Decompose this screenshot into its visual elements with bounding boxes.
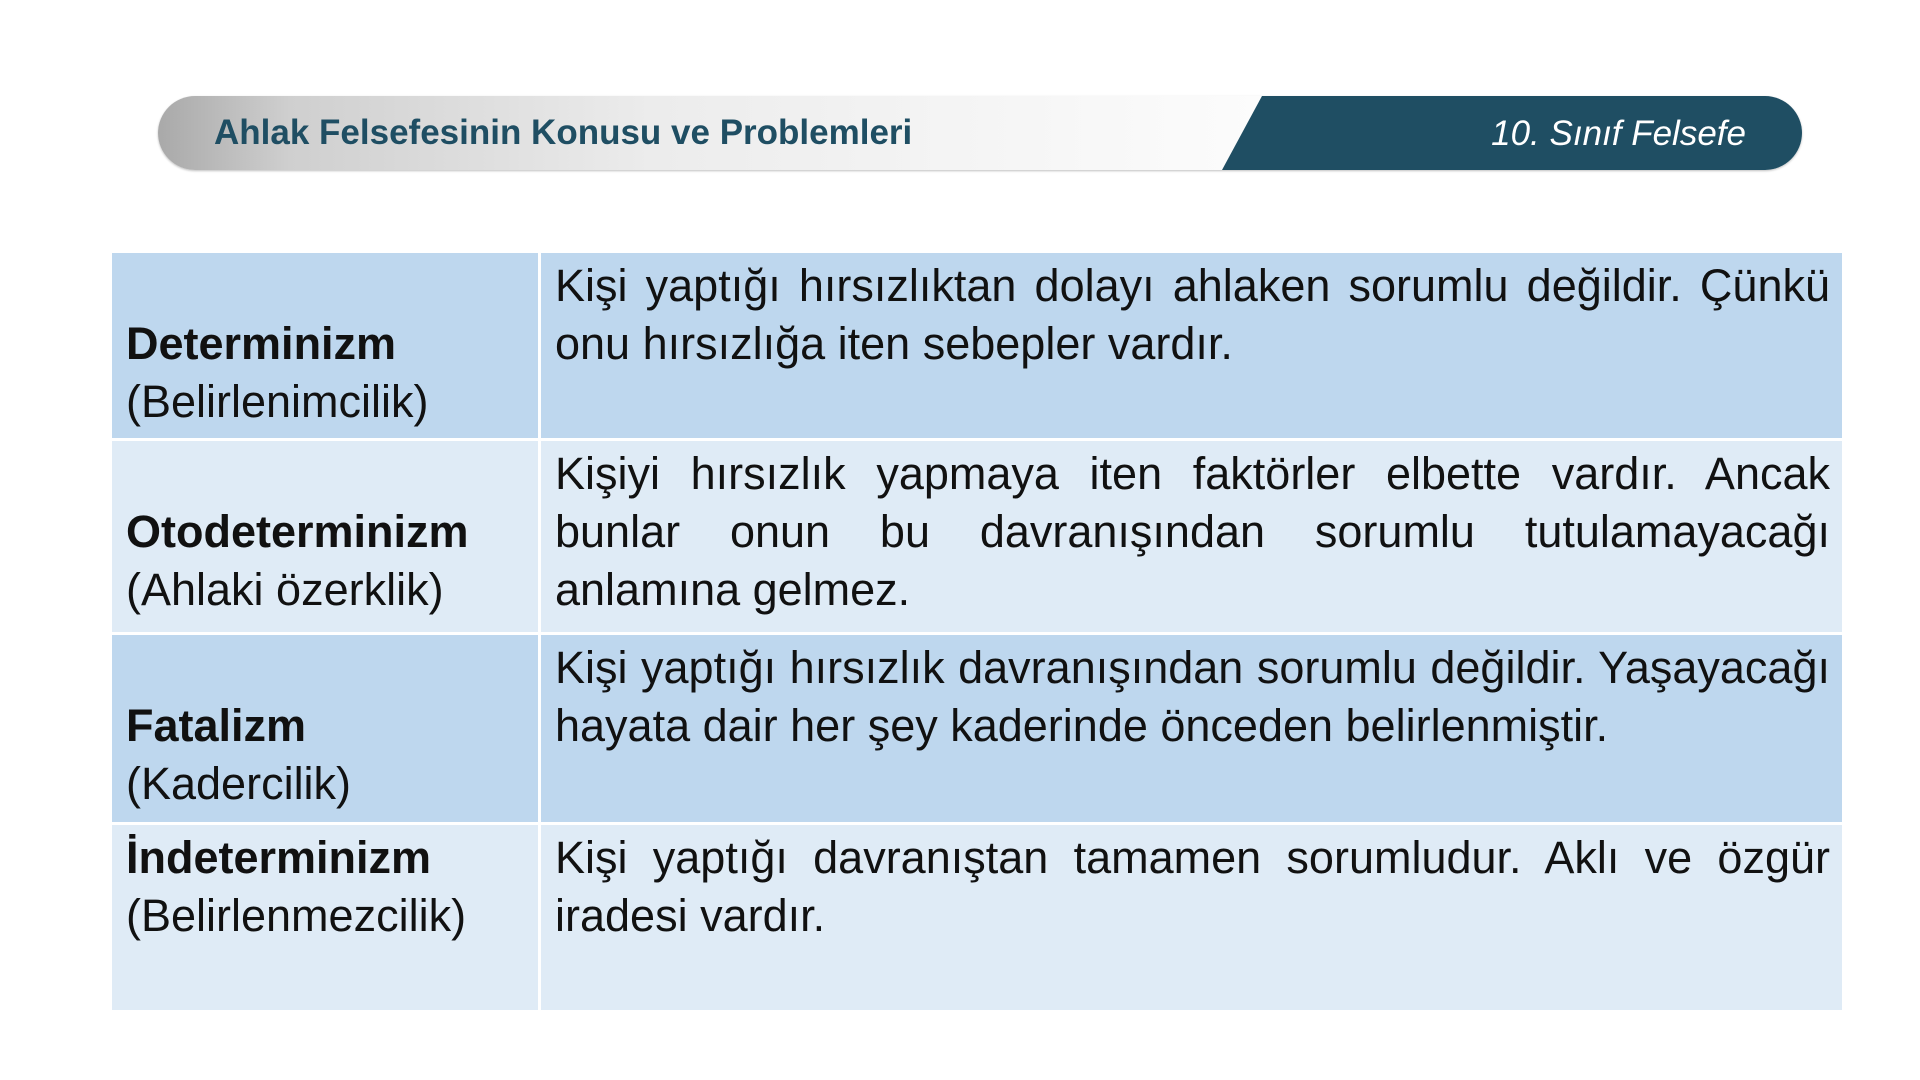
term-alias: (Kadercilik) (126, 758, 352, 809)
term-alias: (Ahlaki özerklik) (126, 564, 444, 615)
description-cell (540, 440, 1844, 634)
description-text: Kişiyi hırsızlık yapmaya iten faktörler elbette vardır. Ancak bunlar onun bu davranışından sorumlu tutulamayacağı anlamına gelmez. (555, 448, 1830, 615)
term-cell (111, 824, 540, 1012)
header-banner (158, 96, 1802, 170)
term-name: Otodeterminizm (126, 506, 469, 557)
term-alias: (Belirlenimcilik) (126, 376, 429, 427)
page-title: Ahlak Felsefesinin Konusu ve Problemleri (214, 113, 913, 152)
course-label: 10. Sınıf Felsefe (1491, 114, 1746, 153)
description-text: Kişi yaptığı davranıştan tamamen sorumludur. Aklı ve özgür iradesi vardır. (555, 832, 1830, 941)
table-row (111, 634, 1844, 824)
term-alias: (Belirlenmezcilik) (126, 890, 467, 941)
description-cell (540, 824, 1844, 1012)
term-cell (111, 252, 540, 440)
description-cell (540, 634, 1844, 824)
term-cell (111, 440, 540, 634)
term-name: Determinizm (126, 318, 397, 369)
table-row (111, 824, 1844, 1012)
term-name: Fatalizm (126, 700, 307, 751)
description-text: Kişi yaptığı hırsızlıktan dolayı ahlaken sorumlu değildir. Çünkü onu hırsızlığa iten sebepler vardır. (555, 260, 1830, 369)
concepts-table (109, 250, 1845, 1013)
table-row (111, 440, 1844, 634)
term-name: İndeterminizm (126, 832, 432, 883)
description-cell (540, 252, 1844, 440)
description-text: Kişi yaptığı hırsızlık davranışından sorumlu değildir. Yaşayacağı hayata dair her şey kaderinde önceden belirlenmiştir. (555, 642, 1830, 751)
table-row (111, 252, 1844, 440)
term-cell (111, 634, 540, 824)
